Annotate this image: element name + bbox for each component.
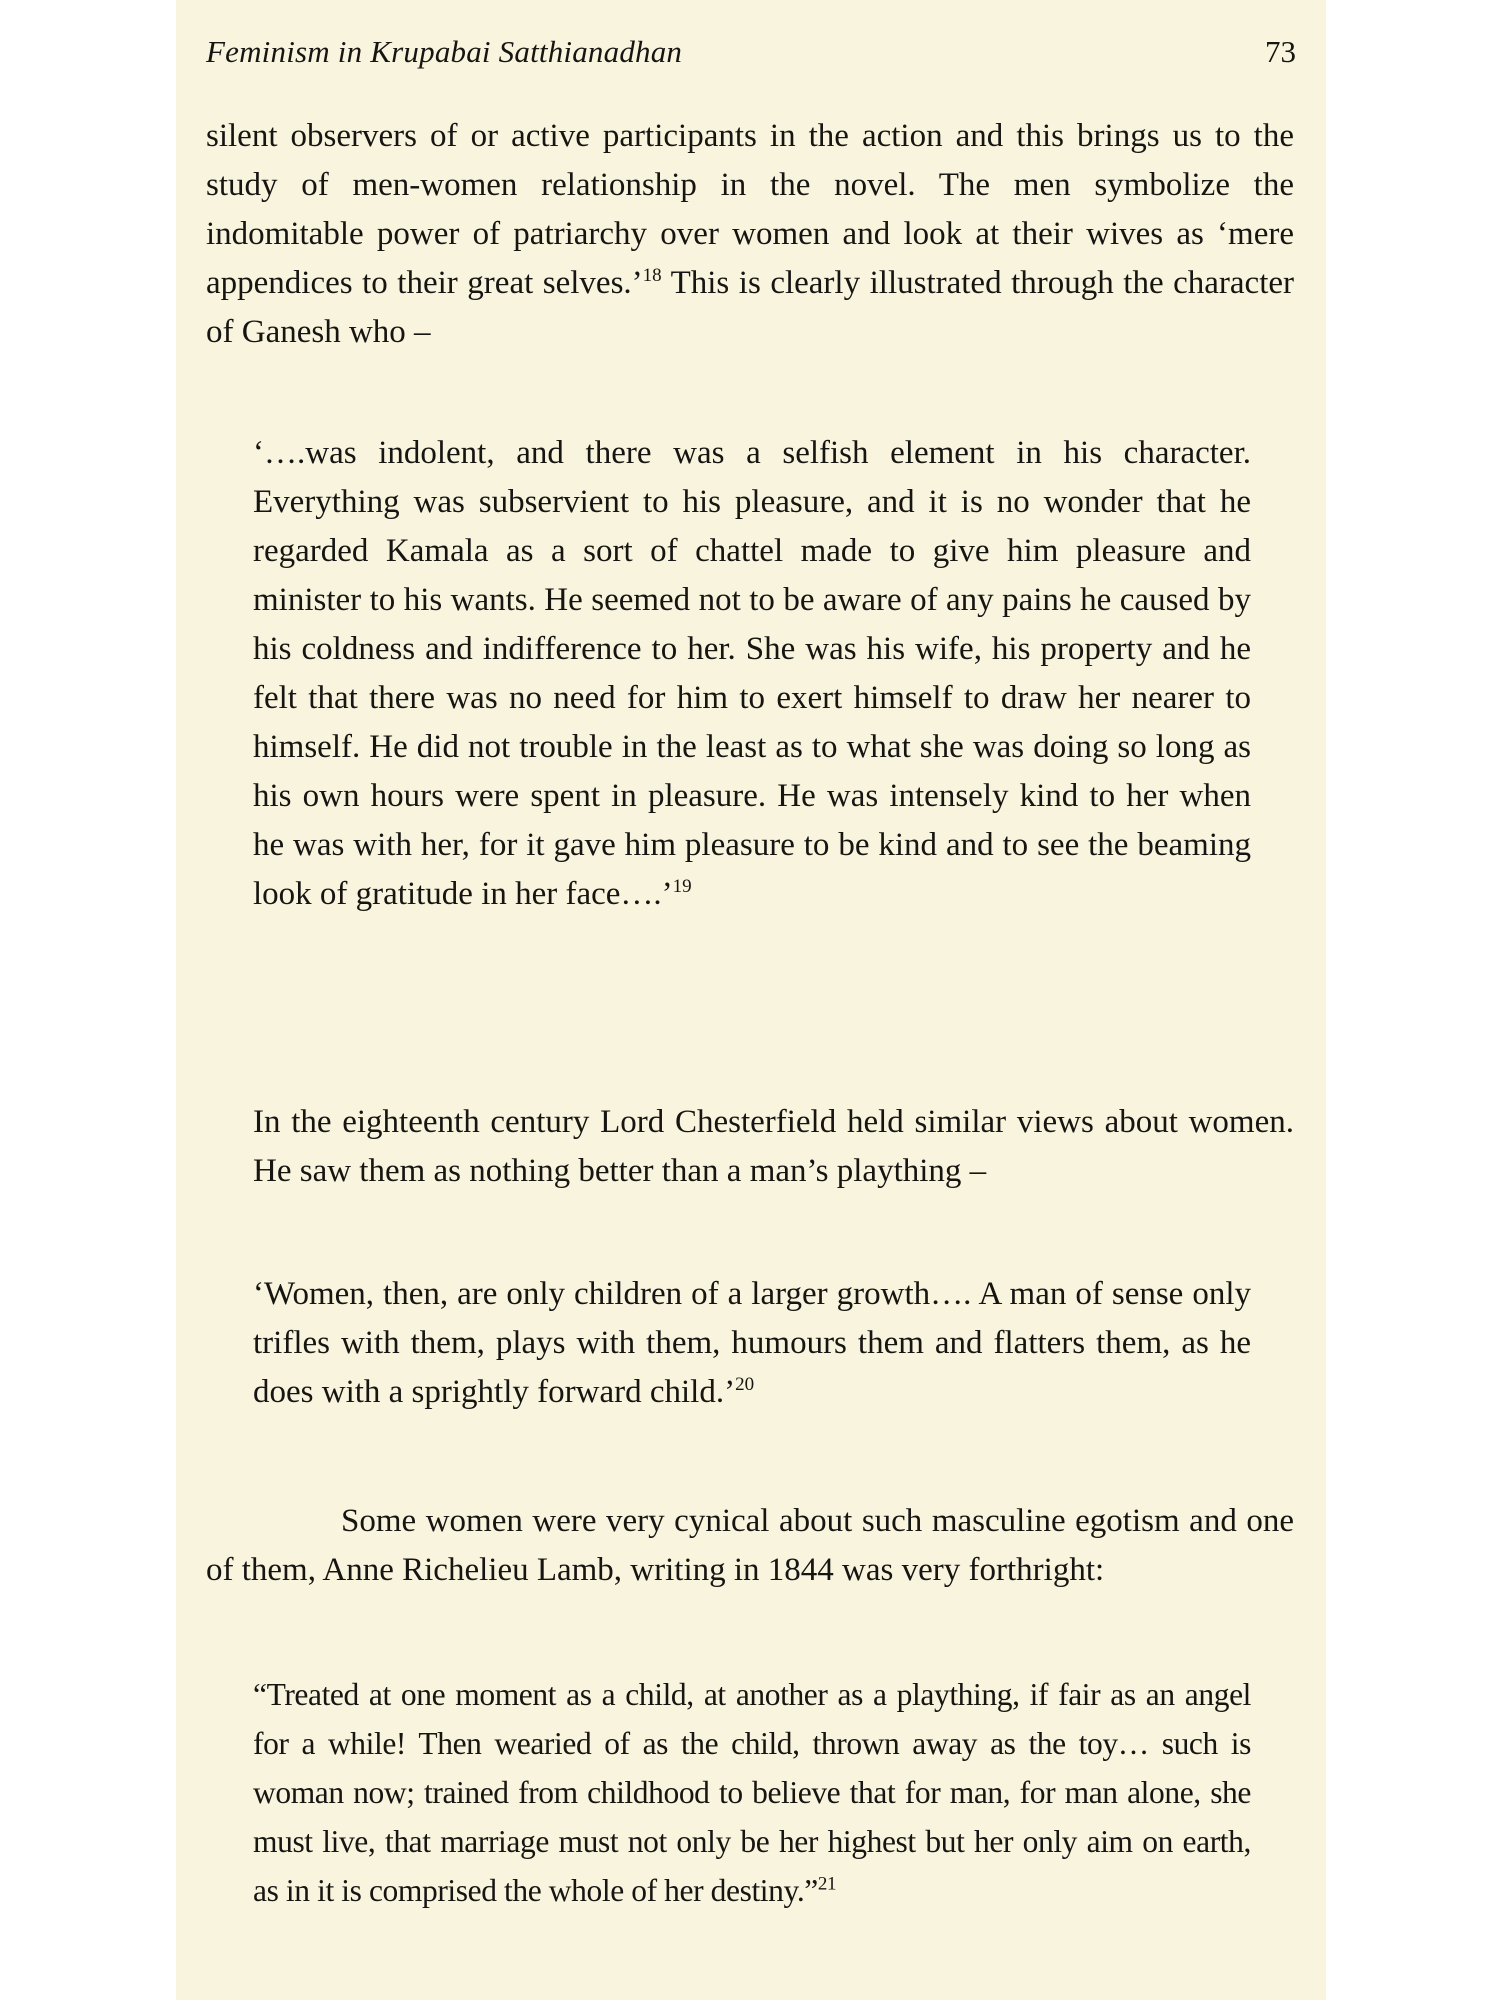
running-title: Feminism in Krupabai Satthianadhan <box>206 34 683 69</box>
body-paragraph-3 <box>206 1497 1294 1595</box>
block-quote-2 <box>253 1270 1251 1417</box>
paragraph-text: In the eighteenth century Lord Chesterfield held similar views about women. He saw them as nothing better than a man’s plaything – <box>253 1104 1294 1189</box>
page-number: 73 <box>1265 34 1296 69</box>
paragraph-text: silent observers of or active participants in the action and this brings us to the study of men-women relationship in the novel. The men symbolize the indomitable power of patriarchy over women and look at their wives as ‘mere appendices to their great selves.’ <box>206 118 1294 301</box>
footnote-ref-18: 18 <box>642 265 662 286</box>
footnote-ref-19: 19 <box>672 876 692 897</box>
body-paragraph-2 <box>253 1098 1294 1196</box>
body-paragraph-1 <box>206 112 1294 357</box>
block-quote-1 <box>253 429 1251 919</box>
quote-text: ‘….was indolent, and there was a selfish element in his character. Everything was subservient to his pleasure, and it is no wonder that he regarded Kamala as a sort of chattel made to give him pleasure and minister to his wants. He seemed not to be aware of any pains he caused by his coldness and indifference to her. She was his wife, his property and he felt that there was no need for him to exert himself to draw her nearer to himself. He did not trouble in the least as to what she was doing so long as his own hours were spent in pleasure. He was intensely kind to her when he was with her, for it gave him pleasure to be kind and to see the beaming look of gratitude in her face….’ <box>253 435 1251 912</box>
quote-text: ‘Women, then, are only children of a larger growth…. A man of sense only trifles with them, plays with them, humours them and flatters them, as he does with a sprightly forward child.’ <box>253 1276 1251 1410</box>
block-quote-3 <box>253 1670 1251 1915</box>
quote-text: “Treated at one moment as a child, at another as a plaything, if fair as an angel for a while! Then wearied of as the child, thrown away as the toy… such is woman now; trained from childhood to believe that for man, for man alone, she must live, that marriage must not only be her highest but her only aim on earth, as in it is comprised the whole of her destiny.” <box>253 1677 1251 1908</box>
footnote-ref-21: 21 <box>817 1873 837 1895</box>
footnote-ref-20: 20 <box>735 1374 755 1395</box>
paragraph-text-continued: This is clearly illustrated through the character of Ganesh who – <box>206 265 1294 350</box>
running-header <box>206 30 1296 74</box>
book-page <box>176 0 1326 2000</box>
paragraph-text: Some women were very cynical about such masculine egotism and one of them, Anne Richelieu Lamb, writing in 1844 was very forthright: <box>206 1503 1294 1588</box>
